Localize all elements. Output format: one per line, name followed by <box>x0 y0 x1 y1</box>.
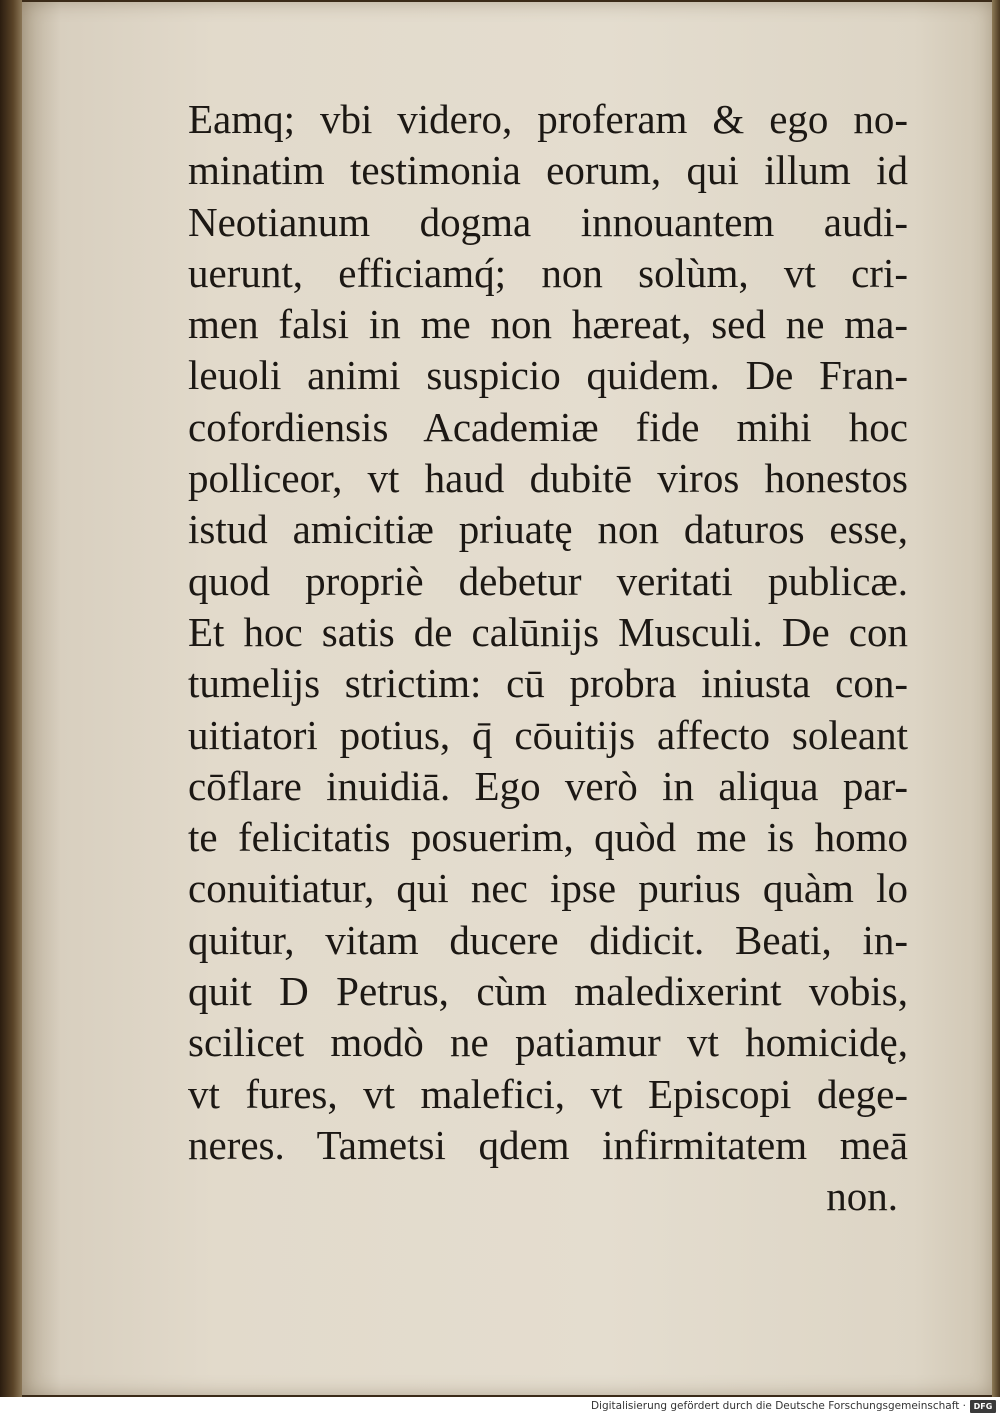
text-line-8: polliceor, vt haud dubitē viros honestos <box>188 455 908 502</box>
text-line-4: uerunt, efficiamq́; non solùm, vt cri- <box>188 249 908 296</box>
text-line-1: Eamq; vbi videro, proferam & ego no- <box>188 96 908 142</box>
text-line-2: minatim testimonia eorum, qui illum id <box>188 147 908 194</box>
text-line-3: Neotianum dogma innouantem audi- <box>188 198 908 245</box>
text-line-11: Et hoc satis de calūnijs Musculi. De con <box>188 608 908 655</box>
dfg-logo-icon: DFG <box>970 1400 996 1413</box>
text-line-5: men falsi in me non hæreat, sed ne ma- <box>188 301 908 348</box>
book-spine-edge <box>0 0 22 1397</box>
text-line-19: scilicet modò ne patiamur vt homicidę, <box>188 1019 908 1066</box>
text-line-9: istud amicitiæ priuatę non daturos esse, <box>188 506 908 553</box>
body-text <box>188 94 908 1223</box>
text-line-7: cofordiensis Academiæ fide mihi hoc <box>188 403 908 450</box>
text-line-6: leuoli animi suspicio quidem. De Fran- <box>188 352 908 399</box>
text-line-17: quitur, vitam ducere didicit. Beati, in- <box>188 916 908 963</box>
footer-bar <box>0 1397 1000 1417</box>
text-line-20: vt fures, vt malefici, vt Episcopi dege- <box>188 1070 908 1117</box>
text-line-14: cōflare inuidiā. Ego verò in aliqua par- <box>188 762 908 809</box>
text-line-15: te felicitatis posuerim, quòd me is homo <box>188 814 908 861</box>
catchword: non. <box>826 1173 898 1220</box>
text-line-12: tumelijs strictim: cū probra iniusta con- <box>188 660 908 707</box>
text-line-21: neres. Tametsi qdem infirmitatem meā <box>188 1121 908 1168</box>
book-cover-edge <box>992 0 1000 1397</box>
text-line-18: quit D Petrus, cùm maledixerint vobis, <box>188 968 908 1015</box>
funding-credit: Digitalisierung gefördert durch die Deutsche Forschungsgemeinschaft · <box>590 1400 966 1412</box>
text-line-10: quod propriè debetur veritati publicæ. <box>188 557 908 604</box>
text-line-16: conuitiatur, qui nec ipse purius quàm lo <box>188 865 908 912</box>
text-line-13: uitiatori potius, q̄ cōuitijs affecto soleant <box>188 711 908 758</box>
